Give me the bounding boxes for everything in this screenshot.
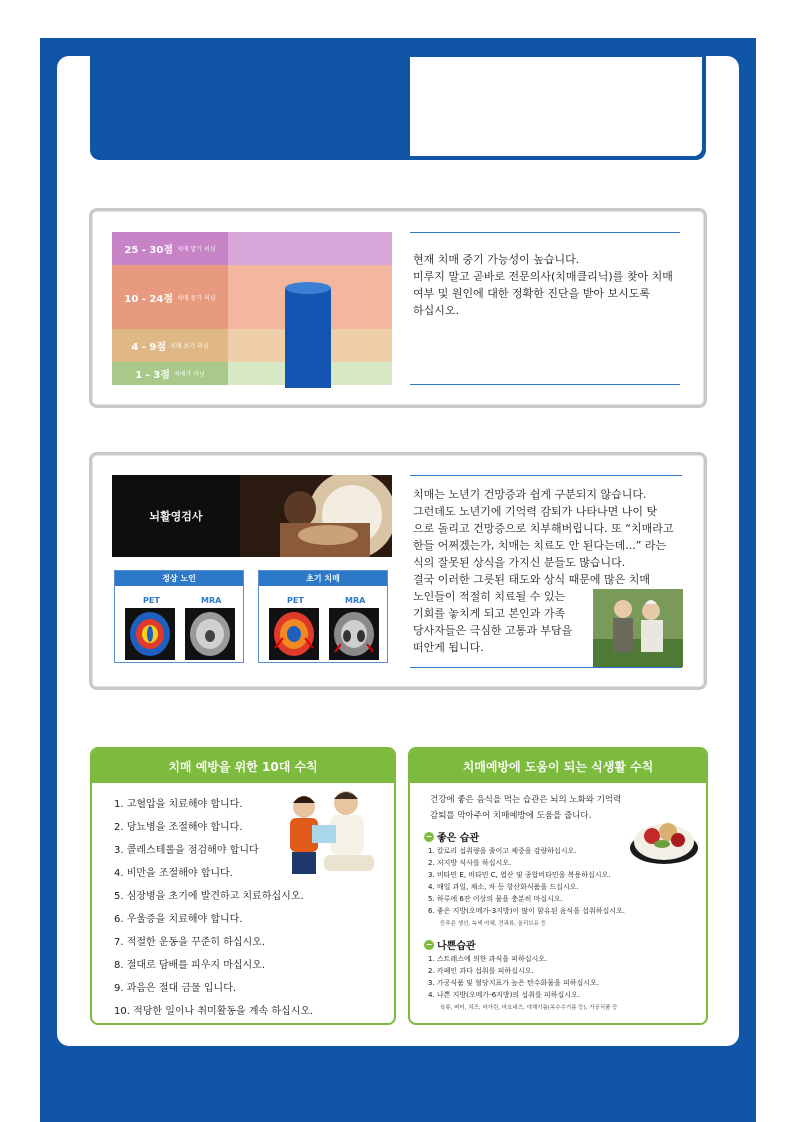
- minus-circle-icon: −: [425, 939, 433, 949]
- mra-brain-image: [185, 608, 235, 660]
- box-title: 치매 예방을 위한 10대 수칙: [92, 749, 394, 783]
- box-title: 치매예방에 도움이 되는 식생활 수칙: [410, 749, 706, 783]
- pet-label: PET: [143, 596, 160, 605]
- rule-item: 9. 과음은 절대 금물 입니다.: [114, 983, 237, 994]
- scan-box-label: 초기 치매: [259, 571, 387, 586]
- bottom-band: [40, 1046, 756, 1122]
- elderly-couple-photo: [593, 589, 683, 667]
- scan-text-line: 그런데도 노년기에 기억력 감퇴가 나타나면 나이 탓: [413, 505, 658, 518]
- scan-text-line: 식의 잘못된 상식을 가지신 분들도 많습니다.: [413, 556, 626, 569]
- healthy-food-photo: [628, 808, 700, 866]
- scan-text-line: 으로 돌리고 건망증으로 치부해버립니다. 또 “치매라고: [413, 522, 674, 535]
- band-normal: [112, 362, 392, 385]
- band-points: 25 - 30점: [124, 245, 173, 256]
- scan-box-label: 정상 노인: [115, 571, 243, 586]
- rule-item: 2. 당뇨병을 조절해야 합니다.: [114, 822, 243, 833]
- band-mid-stage: [112, 265, 392, 329]
- band-points: 1 - 3점: [135, 370, 170, 381]
- score-bar: [282, 280, 334, 388]
- bad-habit-examples: 육류, 버터, 치즈, 마가린, 마요네즈, 야채기름(옥수수기름 등), 가공식품 등: [440, 1005, 618, 1011]
- rule-item: 7. 적절한 운동을 꾸준히 하십시오.: [114, 937, 266, 948]
- mra-brain-image: [329, 608, 379, 660]
- good-habit-examples: 등푸른 생선, 녹색 야채, 견과류, 올리브유 등: [440, 921, 547, 927]
- band-desc: 치매 중기 의심: [177, 294, 216, 302]
- good-habits-heading: − 좋은 습관: [425, 831, 480, 844]
- divider: [410, 232, 680, 233]
- pet-brain-image: [269, 608, 319, 660]
- bad-habit-item: 1. 스트레스에 의한 과식을 피하십시오.: [428, 955, 548, 963]
- scan-title: 뇌활영검사: [149, 510, 203, 523]
- diet-intro-line: 감퇴를 막아주어 치매예방에 도움을 줍니다.: [430, 811, 592, 821]
- good-habit-item: 6. 좋은 지방(오메가-3지방)이 많이 함유된 음식을 섭취하십시오.: [428, 907, 625, 915]
- mra-label: MRA: [345, 596, 366, 605]
- scan-hero: [112, 475, 392, 557]
- bad-habit-item: 4. 나쁜 지방(오메가-6지방)의 섭취를 피하십시오.: [428, 991, 580, 999]
- mra-label: MRA: [201, 596, 222, 605]
- band-points: 10 - 24점: [124, 293, 173, 305]
- scan-text-line: 치매는 노년기 건망증과 쉽게 구분되지 않습니다.: [413, 488, 647, 501]
- scan-text-line: 노인들이 적절히 치료될 수 있는: [413, 590, 566, 603]
- result-line: 현재 치매 중기 가능성이 높습니다.: [413, 253, 580, 266]
- minus-circle-icon: −: [425, 831, 433, 841]
- scan-text-line: 한들 어쩌겠는가, 치매는 치료도 안 된다는데...” 라는: [413, 539, 667, 552]
- band-points: 4 - 9점: [131, 342, 167, 353]
- scan-text-line: 기회를 놓치게 되고 본인과 가족: [413, 607, 566, 620]
- scan-text-line: 떠안게 됩니다.: [413, 641, 484, 654]
- diet-intro-line: 건강에 좋은 음식을 먹는 습관은 뇌의 노화와 기억력: [430, 795, 622, 805]
- rule-item: 6. 우울증을 치료해야 합니다.: [114, 914, 243, 925]
- bad-habit-item: 2. 카페인 과다 섭취를 피하십시오.: [428, 967, 534, 975]
- normal-elderly-scan: [114, 570, 244, 663]
- bad-habit-item: 3. 가공식품 및 혈당지표가 높은 탄수화물을 피하십시오.: [428, 979, 600, 987]
- band-desc: 치매 말기 의심: [177, 246, 216, 253]
- scan-text-line: 당사자들은 극심한 고통과 부담을: [413, 624, 573, 637]
- divider: [410, 384, 680, 385]
- rule-item: 1. 고혈압을 치료해야 합니다.: [114, 799, 243, 810]
- bad-habits-heading: − 나쁜습관: [425, 939, 476, 952]
- result-line: 미루지 말고 곧바로 전문의사(치매클리닉)를 찾아 치매: [413, 270, 673, 283]
- band-desc: 치매가 아님: [173, 371, 205, 378]
- band-desc: 치매 초기 의심: [170, 343, 209, 350]
- score-chart: [112, 232, 392, 385]
- header-title-area: [410, 57, 702, 156]
- good-habit-item: 1. 칼로리 섭취량을 줄이고 체중을 감량하십시오.: [428, 847, 577, 855]
- divider: [410, 475, 682, 476]
- rule-item: 4. 비만을 조절해야 합니다.: [114, 868, 233, 879]
- good-habit-item: 3. 비타민 E, 비타민 C, 엽산 및 종합비타민을 복용하십시오.: [428, 871, 611, 879]
- good-habit-item: 5. 하루에 6잔 이상의 물을 충분히 마십시오.: [428, 895, 563, 903]
- early-dementia-scan: [258, 570, 388, 663]
- result-line: 하십시오.: [413, 304, 460, 317]
- rule-item: 10. 적당한 일이나 취미활동을 계속 하십시오.: [114, 1006, 314, 1017]
- result-line: 여부 및 원인에 대한 정확한 진단을 받아 보시도록: [413, 287, 650, 300]
- band-early-stage: [112, 329, 392, 362]
- scan-text-line: 결국 이러한 그릇된 태도와 상식 때문에 많은 치매: [413, 573, 650, 586]
- rule-item: 5. 심장병을 초기에 발견하고 치료하십시오.: [114, 891, 304, 902]
- band-late-stage: [112, 232, 392, 265]
- good-habit-item: 2. 저지방 식사를 하십시오.: [428, 859, 512, 867]
- divider: [410, 667, 682, 668]
- rule-item: 8. 절대로 담배를 피우지 마십시오.: [114, 960, 266, 971]
- rule-item: 3. 콜레스테롤을 점검해야 합니다: [114, 845, 259, 856]
- good-habit-item: 4. 매일 과일, 채소, 차 등 항산화식품을 드십시오.: [428, 883, 579, 891]
- pet-label: PET: [287, 596, 304, 605]
- pet-brain-image: [125, 608, 175, 660]
- mri-photo: [240, 475, 392, 557]
- grandmother-child-reading-photo: [272, 785, 382, 880]
